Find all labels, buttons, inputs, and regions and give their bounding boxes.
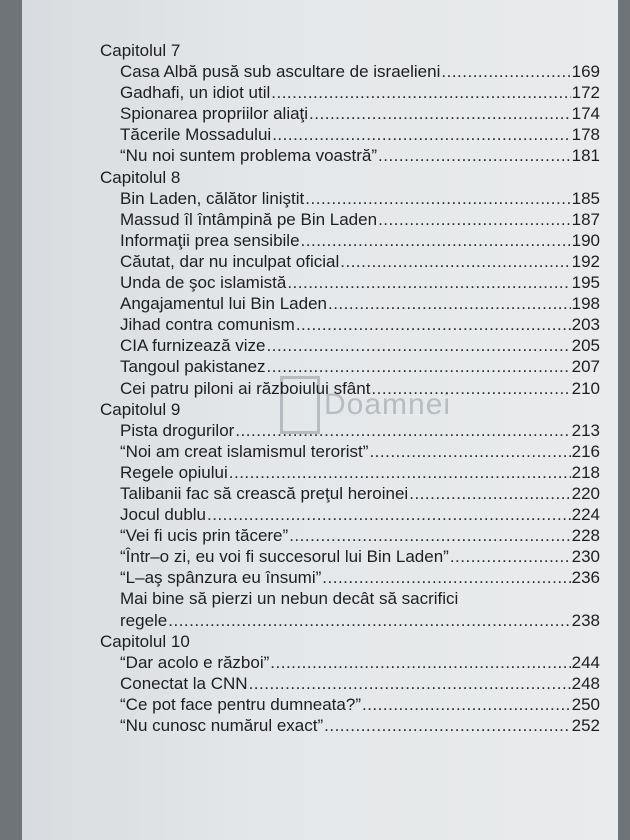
- toc-entry: [120, 188, 600, 209]
- page-number: 205: [571, 336, 600, 356]
- toc-entry: [120, 209, 600, 230]
- toc-entry: [120, 335, 600, 356]
- dot-leader: [168, 610, 570, 631]
- entry-title: Jihad contra comunism: [120, 315, 295, 335]
- entry-title: Regele opiului: [120, 462, 228, 482]
- toc-entry: [120, 272, 600, 293]
- entry-title: Angajamentul lui Bin Laden: [120, 294, 327, 314]
- page-number: 216: [571, 441, 600, 461]
- entry-title: Tăcerile Mossadului: [120, 125, 272, 145]
- page-number: 169: [571, 62, 600, 82]
- chapter-heading-7: Capitolul 7: [100, 41, 181, 60]
- toc-entry: [120, 61, 600, 82]
- dot-leader: [340, 251, 570, 272]
- toc-entry: [120, 378, 600, 399]
- dot-leader: [267, 356, 571, 377]
- entry-title: Casa Albă pusă sub ascultare de israelieni: [120, 62, 441, 82]
- entry-title: Gadhafi, un idiot util: [120, 83, 271, 103]
- dot-leader: [362, 694, 571, 715]
- dot-leader: [289, 525, 570, 546]
- page-number: 195: [571, 273, 600, 293]
- page-number: 236: [571, 568, 600, 588]
- page-number: 174: [571, 104, 600, 124]
- dot-leader: [371, 378, 570, 399]
- entry-title: Pista drogurilor: [120, 420, 235, 440]
- page-number: 224: [571, 505, 600, 525]
- dot-leader: [271, 82, 570, 103]
- toc-entry: [120, 694, 600, 715]
- entry-title: “Ce pot face pentru dumneata?”: [120, 694, 361, 714]
- dot-leader: [235, 420, 570, 441]
- entry-title: “Într–o zi, eu voi fi succesorul lui Bin Laden”: [120, 547, 449, 567]
- page-number: 210: [571, 378, 600, 398]
- dot-leader: [287, 272, 570, 293]
- dot-leader: [229, 462, 571, 483]
- entry-title: Unda de şoc islamistă: [120, 273, 287, 293]
- page-number: 185: [571, 188, 600, 208]
- dot-leader: [305, 188, 570, 209]
- dot-leader: [441, 61, 570, 82]
- page-number: 198: [571, 294, 600, 314]
- entry-title: Tangoul pakistanez: [120, 357, 266, 377]
- dot-leader: [272, 124, 570, 145]
- entry-title: “L–aş spânzura eu însumi”: [120, 568, 322, 588]
- page-number: 172: [571, 83, 600, 103]
- toc-entry: [120, 293, 600, 314]
- page-number: 250: [571, 694, 600, 714]
- dot-leader: [301, 230, 571, 251]
- dot-leader: [369, 441, 570, 462]
- entry-title: Căutat, dar nu inculpat oficial: [120, 251, 340, 271]
- page-number: 244: [571, 652, 600, 672]
- toc-entry: [120, 567, 600, 588]
- dot-leader: [324, 715, 570, 736]
- entry-title: “Vei fi ucis prin tăcere”: [120, 526, 289, 546]
- entry-title: Cei patru piloni ai războiului sfânt: [120, 378, 371, 398]
- entry-title: “Noi am creat islamismul terorist”: [120, 441, 369, 461]
- dot-leader: [328, 293, 571, 314]
- entry-title: Spionarea propriilor aliaţi: [120, 104, 309, 124]
- dot-leader: [270, 652, 570, 673]
- toc-entry: [120, 546, 600, 567]
- page-number: 218: [571, 462, 600, 482]
- entry-title: CIA furnizează vize: [120, 336, 266, 356]
- page-number: 238: [571, 610, 600, 630]
- dot-leader: [296, 314, 571, 335]
- toc-entry: [120, 314, 600, 335]
- entry-title: Mai bine să pierzi un nebun decât să sacrifici: [120, 589, 459, 609]
- toc-entry: [120, 124, 600, 145]
- chapter-heading-9: Capitolul 9: [100, 399, 181, 419]
- toc-entry: [120, 82, 600, 103]
- toc-entry: [120, 420, 600, 441]
- page-number: 228: [571, 526, 600, 546]
- toc-entry: [120, 103, 600, 124]
- page-number: 192: [571, 251, 600, 271]
- entry-title: “Dar acolo e război”: [120, 652, 270, 672]
- toc-entry: [120, 525, 600, 546]
- entry-title: regele: [120, 610, 168, 630]
- toc-entry-line2: [120, 610, 600, 631]
- entry-title: Talibanii fac să crească preţul heroinei: [120, 483, 409, 503]
- page-number: 178: [571, 125, 600, 145]
- toc-entry: [120, 230, 600, 251]
- toc-entry: [120, 715, 600, 736]
- dot-leader: [267, 335, 571, 356]
- page-number: 187: [571, 209, 600, 229]
- toc-entry-line1: [120, 588, 600, 609]
- page-number: 252: [571, 716, 600, 735]
- table-of-contents: [100, 40, 600, 736]
- book-page: [22, 0, 618, 840]
- page-number: 248: [571, 673, 600, 693]
- toc-entry: [120, 504, 600, 525]
- page-number: 213: [571, 420, 600, 440]
- chapter-heading-10: Capitolul 10: [100, 631, 190, 651]
- toc-entry: [120, 673, 600, 694]
- chapter-heading-8: Capitolul 8: [100, 167, 181, 187]
- entry-title: Massud îl întâmpină pe Bin Laden: [120, 209, 378, 229]
- toc-entry: [120, 441, 600, 462]
- entry-title: “Nu noi suntem problema voastră”: [120, 146, 378, 166]
- page-number: 181: [571, 146, 600, 166]
- page-number: 207: [571, 357, 600, 377]
- toc-entry: [120, 462, 600, 483]
- entry-title: Conectat la CNN: [120, 673, 248, 693]
- toc-entry: [120, 145, 600, 166]
- entry-title: Jocul dublu: [120, 505, 207, 525]
- toc-entry: [120, 652, 600, 673]
- toc-entry: [120, 251, 600, 272]
- page-number: 230: [571, 547, 600, 567]
- dot-leader: [207, 504, 571, 525]
- page-number: 220: [571, 483, 600, 503]
- dot-leader: [309, 103, 571, 124]
- dot-leader: [322, 567, 570, 588]
- toc-entry: [120, 356, 600, 377]
- entry-title: “Nu cunosc numărul exact”: [120, 716, 324, 735]
- page-number: 190: [571, 230, 600, 250]
- dot-leader: [378, 145, 571, 166]
- dot-leader: [378, 209, 571, 230]
- toc-entry: [120, 483, 600, 504]
- dot-leader: [249, 673, 571, 694]
- dot-leader: [450, 546, 571, 567]
- dot-leader: [409, 483, 570, 504]
- page-number: 203: [571, 315, 600, 335]
- watermark-text: Doamnei: [324, 388, 452, 421]
- entry-title: Informaţii prea sensibile: [120, 230, 300, 250]
- entry-title: Bin Laden, călător liniştit: [120, 188, 305, 208]
